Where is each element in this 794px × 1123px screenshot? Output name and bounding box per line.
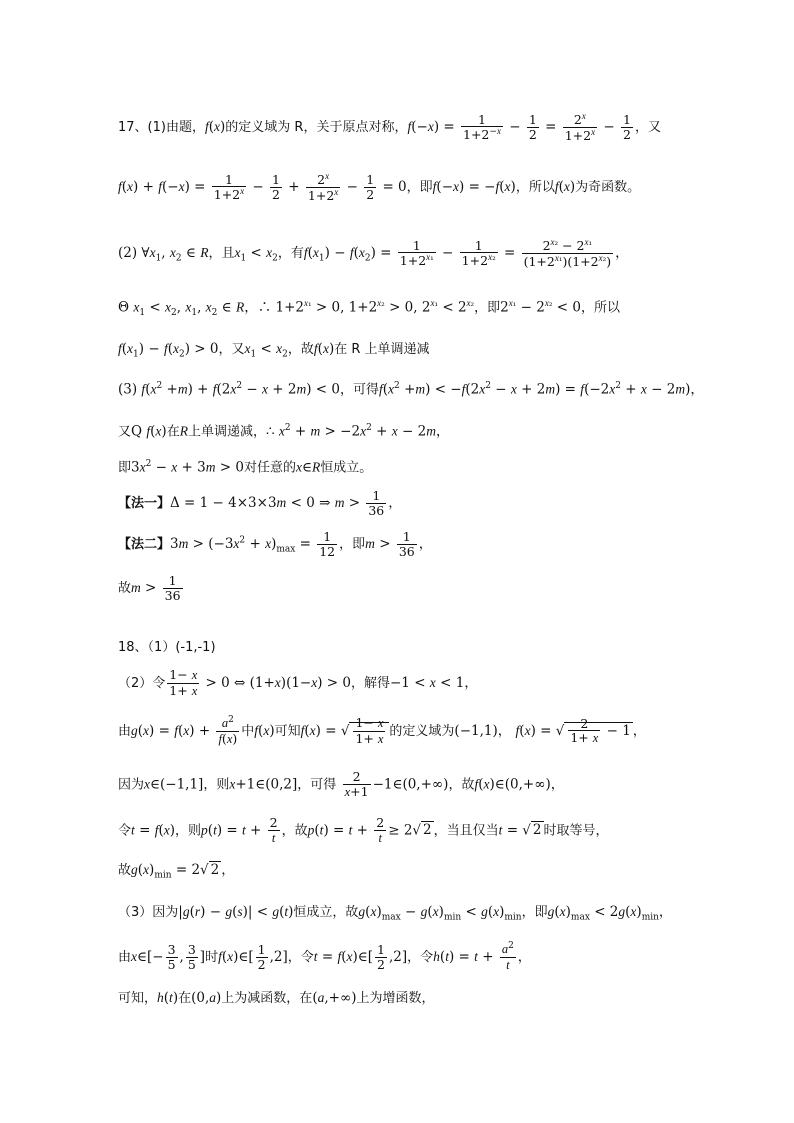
solution-17-part3-line3: 即$3x^2 - x + 3m > 0$对任意的x∈R恒成立。 bbox=[118, 459, 373, 476]
solution-17-conclusion: 故m > $\frac{1}{36}$ bbox=[118, 573, 181, 603]
solution-17-part1-line1: 17、(1)由题，f(x)的定义域为 R，关于原点对称，f(−x) = $\frac{1}{1+2^{-x}}$ − $\frac{1}{2}$ = $\frac{2^x}{1+2^x}$ − $\frac{1}{2}$ ，又 bbox=[118, 111, 661, 144]
solution-17-part3-line1: (3) $f(x^2 +m) + f(2x^2 - x + 2m) < 0$，可得$f(x^2 +m) < -f(2x^2 - x + 2m) = f(-2x^2 + x - 2m)$， bbox=[118, 381, 704, 398]
solution-18-part3-line2: 由x∈[− $\frac{3}{5}$ , $\frac{3}{5}$ ]时f(x)∈[ $\frac{1}{2}$ ,2]，令t = f(x)∈[ $\frac{1}{2}$ ,2]，令h(t) = t + $\frac{a^2}{t}$ ， bbox=[118, 941, 532, 972]
solution-18-part2-line5: 故$g(x)_{min} = 2√$ 2 ， bbox=[118, 862, 235, 881]
solution-18-part1: 18、（1）(-1,-1) bbox=[118, 640, 216, 655]
solution-18-part2-line2: 由g(x) = f(x) + $\frac{a^2}{f(x)}$ 中f(x)可知f(x) = √ $\frac{1- x}{1+ x}$ 的定义域为(−1,1)， f(x) = √ $\frac{2}{1+ x}$ − 1 ， bbox=[118, 715, 647, 746]
solution-17-part2-line1: (2) $\forall x_1$, $x_2$ ∈ R，且$x_1 < x_2$，有$f(x_1) - f(x_2)$ = $\frac{1}{1+2^{x_1}}$ − $\frac{1}{1+2^{x_2}}$ = $\frac{2^{x_2} - 2^{x_1}}{(1+2^{x_1})(1+2^{x_2})}$ ， bbox=[118, 237, 629, 270]
solution-17-part1-line2: f(x) + f(−x) = $\frac{1}{1+2^x}$ − $\frac{1}{2}$ + $\frac{2^x}{1+2^x}$ − $\frac{1}{2}$ = 0，即f(−x) = −f(x)，所以f(x)为奇函数。 bbox=[118, 171, 641, 204]
solution-17-method1: 【法一】Δ = 1 − 4×3×3m < 0 ⇒ m > $\frac{1}{36}$ ， bbox=[118, 488, 402, 518]
solution-18-part2-line3: 因为x∈(−1,1]，则x+1∈(0,2]，可得 $\frac{2}{x+1}$ −1∈(0,+∞)，故f(x)∈(0,+∞)， bbox=[118, 769, 565, 799]
solution-18-part2-line4: 令t = f(x)，则p(t) = t + $\frac{2}{t}$ ，故p(t) = t + $\frac{2}{t}$ ≥ 2√ 2 ，当且仅当t = √ 2 时取等号， bbox=[118, 815, 609, 845]
solution-18-part3-line3: 可知，h(t)在(0,a)上为减函数，在(a,+∞)上为增函数， bbox=[118, 990, 435, 1006]
solution-17-part2-line2: Θ $x_1 < x_2$, $x_1$, $x_2$ ∈ R，∴ $1+2^{x_1} > 0$, $1+2^{x_2} > 0$, $2^{x_1} < 2^{x_2}$，即$2^{x_1} - 2^{x_2} < 0$，所以 bbox=[118, 298, 620, 319]
solution-18-part2-line1: （2）令 $\frac{1- x}{1+ x}$ > 0 ⇔ (1+x)(1−x) > 0，解得−1 < x < 1， bbox=[118, 667, 478, 698]
solution-17-method2: 【法二】$3m > (-3x^2 + x)_{max}$ = $\frac{1}{12}$ ，即m > $\frac{1}{36}$ ， bbox=[118, 529, 433, 559]
solution-17-part2-line3: $f(x_1) - f(x_2) > 0$，又$x_1 < x_2$，故f(x)在 R 上单调递减 bbox=[118, 341, 430, 360]
solution-18-part3-line1: （3）因为|g(r) − g(s)| < g(t)恒成立，故$g(x)_{max} - g(x)_{min} < g(x)_{min}$，即$g(x)_{max} < 2g(x)_{min}$， bbox=[118, 904, 673, 923]
solution-17-part3-line2: 又Q f(x)在R上单调递减，∴ $x^2 + m > -2x^2 + x - 2m$， bbox=[118, 423, 450, 440]
